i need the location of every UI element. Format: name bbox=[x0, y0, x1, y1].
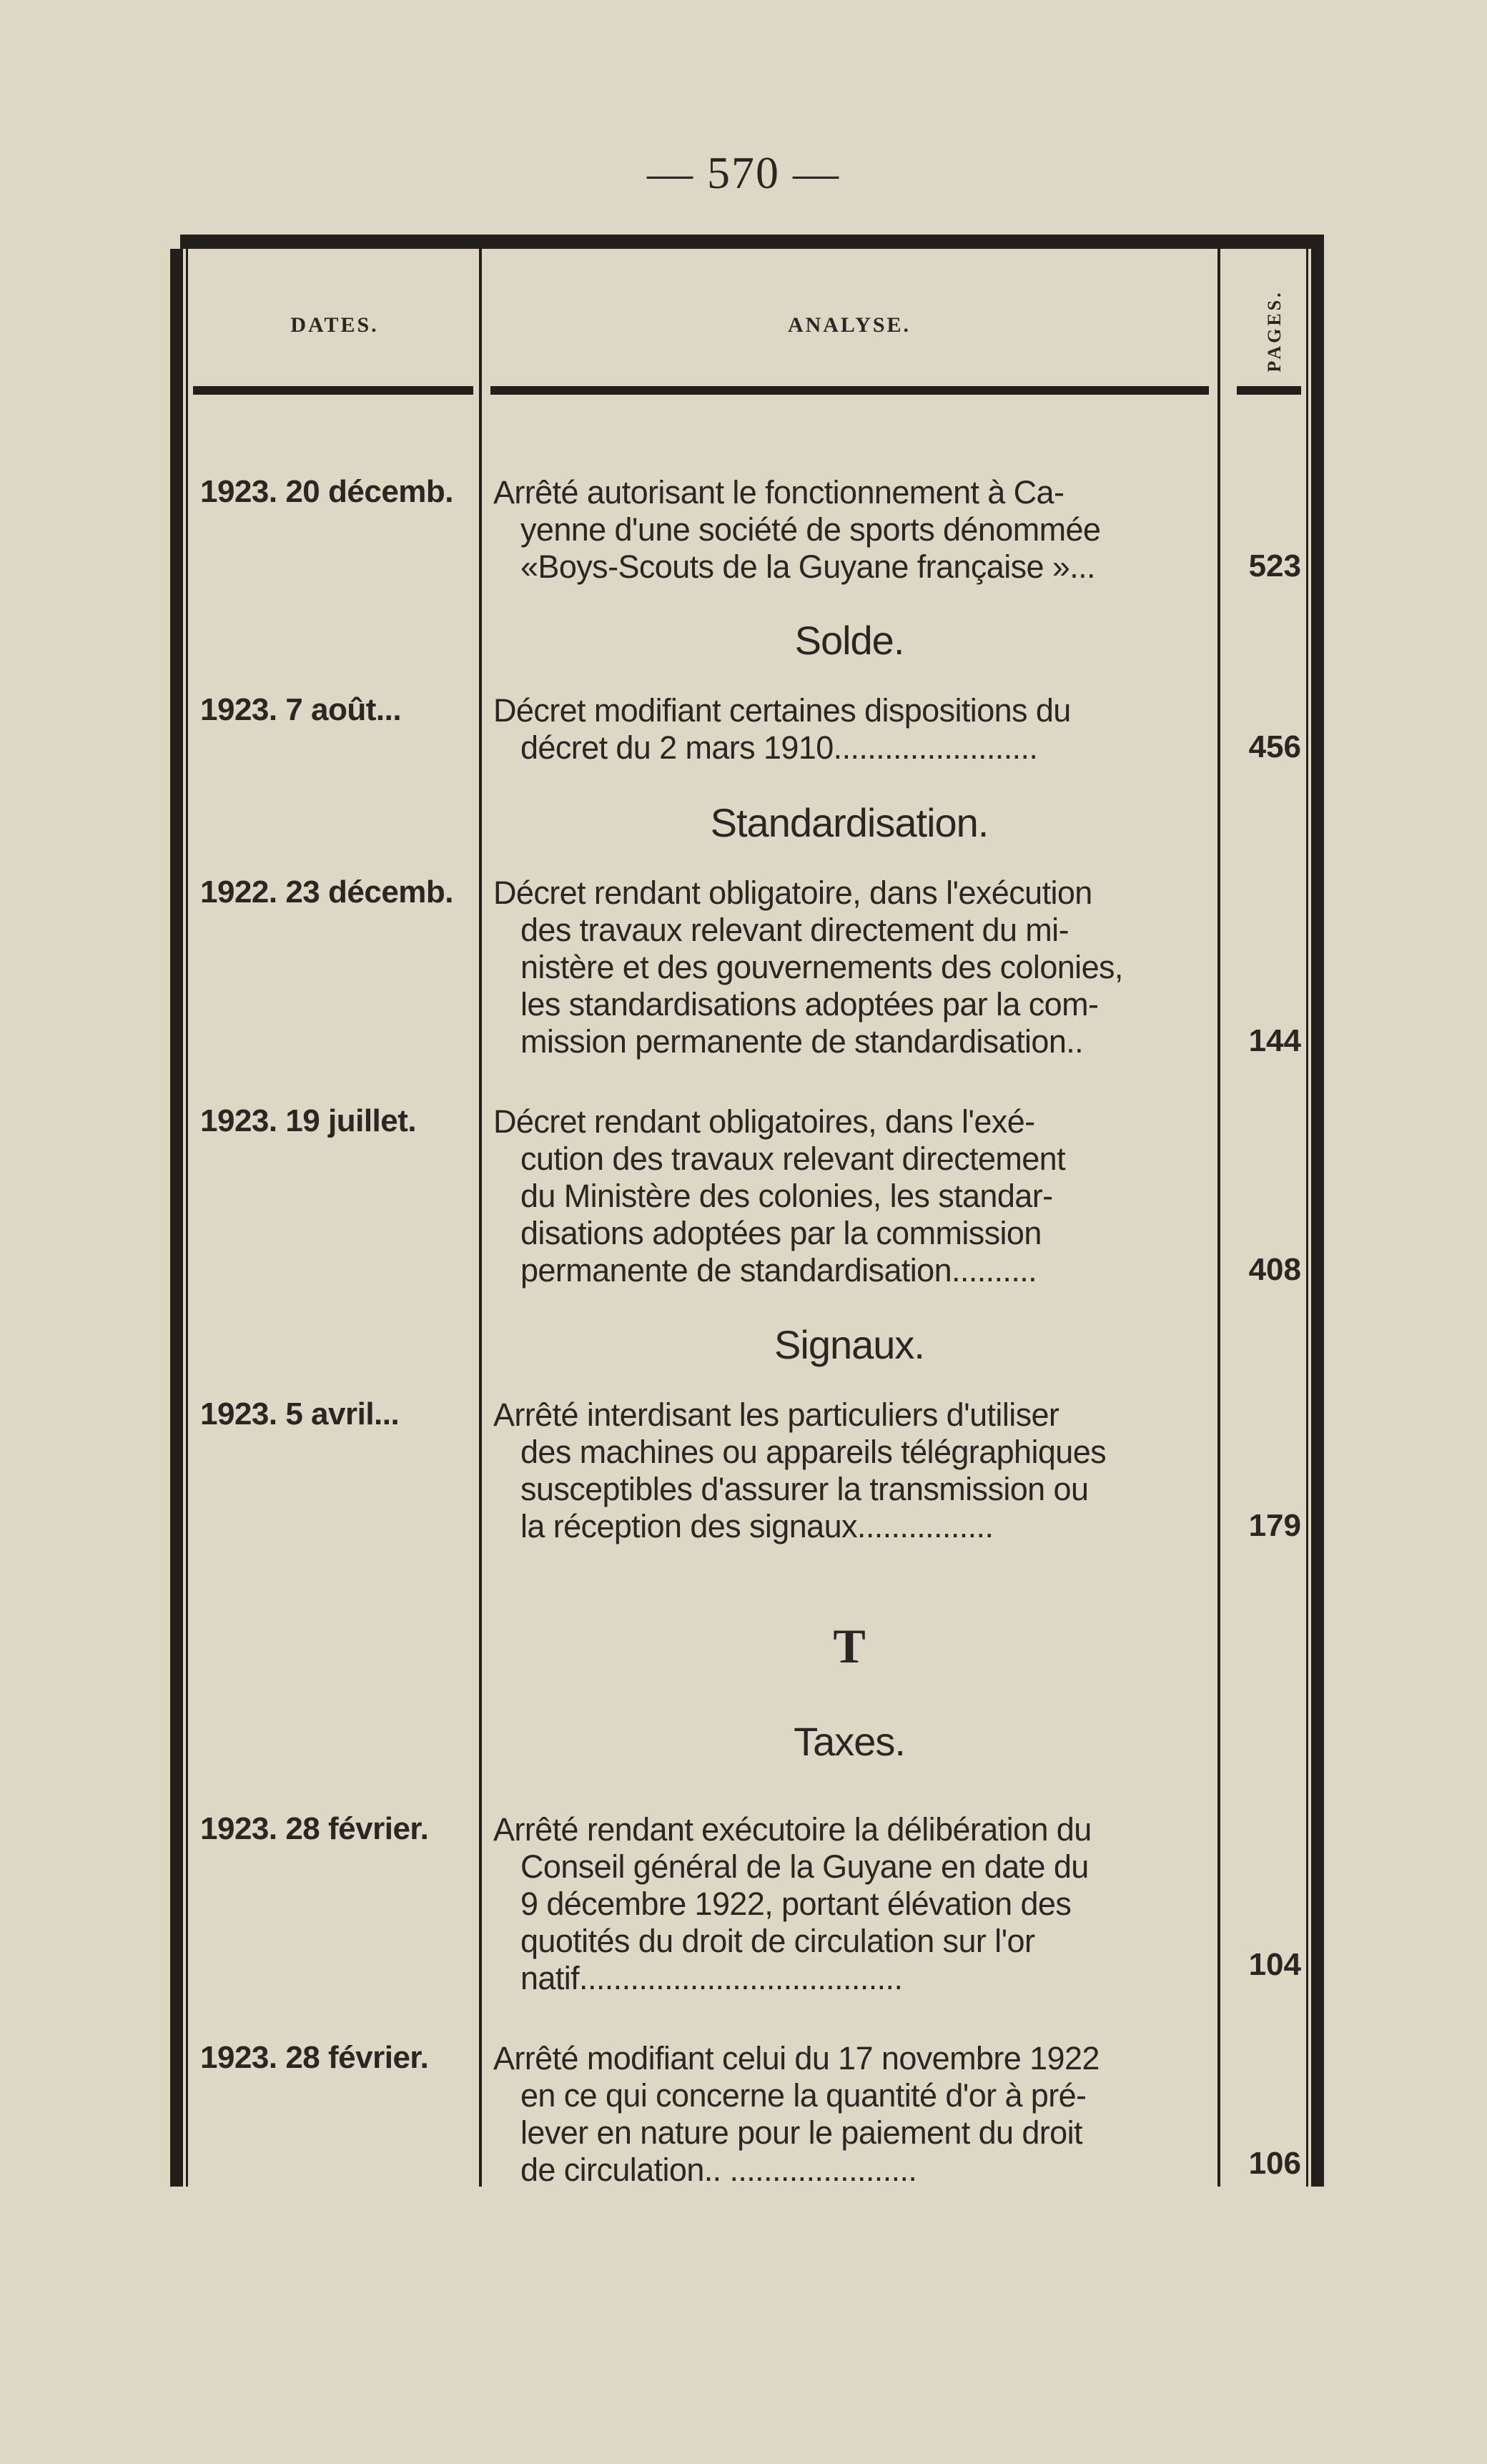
column-divider-dates bbox=[479, 249, 482, 2187]
entry-page: 104 bbox=[1248, 1947, 1301, 1982]
entry-date: 1923. 19 juillet. bbox=[200, 1103, 417, 1138]
entry-page: 456 bbox=[1248, 729, 1301, 764]
entry-line: mission permanente de standardisation.. bbox=[520, 1023, 1084, 1060]
entry-date: 1922. 23 décemb. bbox=[200, 874, 454, 910]
top-rule bbox=[180, 235, 1324, 249]
entry-line: lever en nature pour le paiement du droit bbox=[520, 2114, 1082, 2151]
entry-analysis bbox=[493, 1811, 1211, 1997]
entry-line: susceptibles d'assurer la transmission ou bbox=[520, 1471, 1089, 1507]
entry-line: 9 décembre 1922, portant élévation des bbox=[520, 1886, 1072, 1922]
page-number: — 570 — bbox=[647, 147, 840, 198]
entry-line: permanente de standardisation.......... bbox=[520, 1252, 1037, 1288]
entry-line: quotités du droit de circulation sur l'or bbox=[520, 1923, 1035, 1959]
section-heading-signaux: Signaux. bbox=[774, 1322, 924, 1367]
entry-line: Arrêté modifiant celui du 17 novembre 1922 bbox=[493, 2040, 1100, 2076]
entry-line: Conseil général de la Guyane en date du bbox=[520, 1848, 1089, 1885]
entry-page: 144 bbox=[1248, 1023, 1301, 1058]
right-border bbox=[1311, 249, 1324, 2187]
entry-page: 408 bbox=[1248, 1252, 1301, 1287]
entry-date: 1923. 7 août... bbox=[200, 692, 402, 727]
entry-date: 1923. 20 décemb. bbox=[200, 474, 454, 509]
entry-line: Arrêté rendant exécutoire la délibération du bbox=[493, 1811, 1092, 1848]
entry-page: 106 bbox=[1248, 2146, 1301, 2181]
entry-line: la réception des signaux................ bbox=[520, 1508, 994, 1544]
entry-analysis bbox=[493, 692, 1211, 767]
entry-analysis bbox=[493, 474, 1211, 586]
left-border-inner bbox=[186, 249, 188, 2187]
section-heading-solde: Solde. bbox=[794, 618, 904, 663]
header-pages bbox=[1253, 277, 1296, 385]
entry-date: 1923. 5 avril... bbox=[200, 1396, 400, 1431]
header-pages-label: PAGES. bbox=[1264, 290, 1285, 373]
entry-line: Décret modifiant certaines dispositions du bbox=[493, 692, 1071, 729]
header-rule-dates bbox=[193, 386, 473, 395]
entry-analysis bbox=[493, 874, 1211, 1060]
entry-line: des machines ou appareils télégraphiques bbox=[520, 1434, 1107, 1470]
entry-line: natif...................................... bbox=[520, 1960, 903, 1996]
left-border bbox=[170, 249, 183, 2187]
header-rule-pages bbox=[1237, 386, 1301, 395]
entry-analysis bbox=[493, 1103, 1211, 1289]
entry-line: les standardisations adoptées par la com- bbox=[520, 986, 1099, 1022]
entry-line: «Boys-Scouts de la Guyane française »... bbox=[520, 548, 1095, 585]
entry-line: cution des travaux relevant directement bbox=[520, 1140, 1066, 1177]
table-frame bbox=[170, 235, 1328, 2187]
entry-line: du Ministère des colonies, les standar- bbox=[520, 1178, 1053, 1214]
entry-line: disations adoptées par la commission bbox=[520, 1215, 1042, 1251]
entry-analysis bbox=[493, 1396, 1211, 1545]
entry-line: Décret rendant obligatoire, dans l'exécution bbox=[493, 874, 1092, 911]
entry-line: Arrêté autorisant le fonctionnement à Ca- bbox=[493, 474, 1064, 511]
header-rule-analyse bbox=[490, 386, 1209, 395]
section-heading-taxes: Taxes. bbox=[794, 1719, 905, 1764]
entry-line: décret du 2 mars 1910........................ bbox=[520, 729, 1038, 766]
entry-line: yenne d'une société de sports dénommée bbox=[520, 511, 1101, 548]
entry-line: de circulation.. ...................... bbox=[520, 2152, 917, 2188]
entry-line: Arrêté interdisant les particuliers d'utiliser bbox=[493, 1396, 1059, 1433]
column-divider-pages bbox=[1217, 249, 1220, 2187]
entry-page: 523 bbox=[1248, 548, 1301, 583]
entry-date: 1923. 28 février. bbox=[200, 1811, 429, 1846]
entry-analysis bbox=[493, 2040, 1211, 2189]
header-analyse: ANALYSE. bbox=[787, 313, 912, 337]
section-letter-t: T bbox=[833, 1619, 866, 1673]
section-heading-standardisation: Standardisation. bbox=[710, 800, 989, 845]
entry-line: Décret rendant obligatoires, dans l'exé- bbox=[493, 1103, 1035, 1140]
entry-date: 1923. 28 février. bbox=[200, 2040, 429, 2075]
entry-line: en ce qui concerne la quantité d'or à pré- bbox=[520, 2077, 1087, 2114]
right-border-inner bbox=[1306, 249, 1308, 2187]
header-dates: DATES. bbox=[290, 313, 379, 337]
entry-page: 179 bbox=[1248, 1508, 1301, 1543]
entry-line: des travaux relevant directement du mi- bbox=[520, 912, 1069, 948]
entry-line: nistère et des gouvernements des colonies, bbox=[520, 949, 1123, 985]
